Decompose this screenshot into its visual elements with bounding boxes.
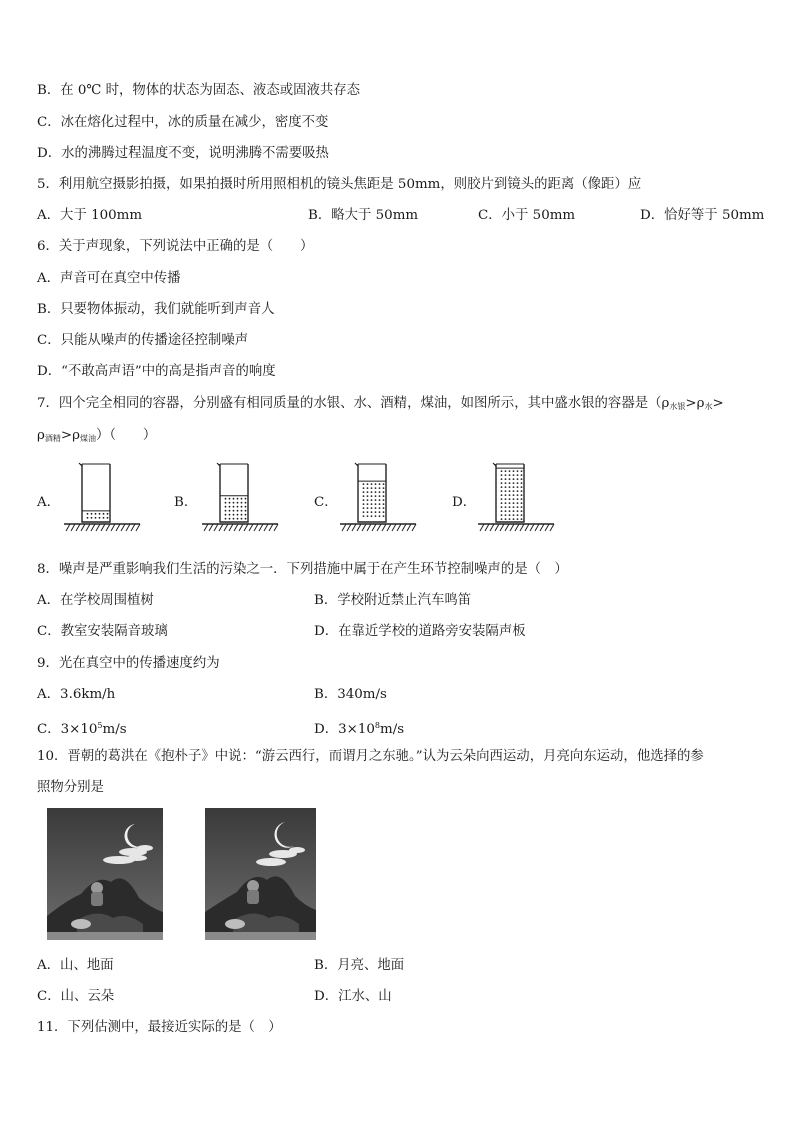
ground-hatch	[347, 524, 351, 531]
ground-hatch	[66, 524, 70, 531]
subscript-water: 水	[704, 402, 713, 411]
ground-hatch	[480, 524, 484, 531]
ground-hatch	[500, 524, 504, 531]
ground-hatch	[510, 524, 514, 531]
ground-hatch	[121, 524, 125, 531]
q9-c-base: C．3×10	[37, 722, 98, 737]
ground-hatch	[204, 524, 208, 531]
q4-option-d: D．水的沸腾过程温度不变，说明沸腾不需要吸热	[37, 146, 329, 161]
ground-hatch	[229, 524, 233, 531]
ground-hatch	[545, 524, 549, 531]
moon-cloud-illustration-2	[205, 808, 316, 940]
q10-option-b: B．月亮、地面	[314, 958, 405, 973]
ground-hatch	[392, 524, 396, 531]
rho-symbol: ρ	[696, 396, 705, 411]
ground-hatch	[254, 524, 258, 531]
q10-option-a: A．山、地面	[37, 958, 114, 973]
ground-hatch	[367, 524, 371, 531]
ground-hatch	[412, 524, 416, 531]
q5-option-b: B．略大于 50mm	[308, 208, 419, 223]
subscript-kerosene: 煤油	[79, 434, 96, 443]
q9-c-unit: m/s	[102, 722, 127, 737]
ground-hatch	[209, 524, 213, 531]
ground-hatch	[91, 524, 95, 531]
q7-stem-line2	[37, 427, 156, 448]
q7-stem-end: ）（ ）	[95, 428, 157, 443]
ground-hatch	[126, 524, 130, 531]
q6-stem: 6．关于声现象，下列说法中正确的是（ ）	[37, 239, 314, 254]
q9-option-a: A．3.6km/h	[37, 687, 116, 702]
ground-hatch	[387, 524, 391, 531]
liquid	[497, 468, 523, 520]
q9-d-exponent: 8	[374, 721, 380, 730]
q8-option-b: B．学校附近禁止汽车鸣笛	[314, 593, 472, 608]
q10-stem-line1: 10．晋朝的葛洪在《抱朴子》中说：“游云西行，而谓月之东驰。”认为云朵向西运动，月亮向东运动，他选择的参	[37, 749, 704, 764]
ground-hatch	[535, 524, 539, 531]
ground-hatch	[259, 524, 263, 531]
ground-hatch	[515, 524, 519, 531]
ground-hatch	[377, 524, 381, 531]
gt-symbol: >	[60, 428, 73, 443]
q5-option-a: A．大于 100mm	[37, 208, 143, 223]
q9-option-c	[37, 717, 127, 739]
ground-hatch	[505, 524, 509, 531]
q8-option-a: A．在学校周围植树	[37, 593, 154, 608]
q11-stem: 11．下列估测中，最接近实际的是（ ）	[37, 1020, 282, 1035]
q9-d-unit: m/s	[380, 722, 405, 737]
ground-hatch	[101, 524, 105, 531]
subscript-mercury: 水银	[669, 402, 686, 411]
rho-symbol: ρ	[661, 396, 670, 411]
q7-stem-text: 7．四个完全相同的容器，分别盛有相同质量的水银、水、酒精，煤油，如图所示，其中盛水银的容器是（	[37, 396, 662, 411]
rho-symbol: ρ	[37, 428, 45, 443]
ground-hatch	[116, 524, 120, 531]
ground-hatch	[362, 524, 366, 531]
liquid	[83, 511, 109, 520]
ground-hatch	[71, 524, 75, 531]
q7-label-b: B．	[174, 495, 198, 510]
ground-hatch	[136, 524, 140, 531]
ground-hatch	[249, 524, 253, 531]
q8-stem: 8．噪声是严重影响我们生活的污染之一．下列措施中属于在产生环节控制噪声的是（ ）	[37, 562, 568, 577]
ground-hatch	[214, 524, 218, 531]
ground-hatch	[274, 524, 278, 531]
moon-cloud-illustration-1	[47, 808, 163, 940]
ground-hatch	[407, 524, 411, 531]
ground-hatch	[244, 524, 248, 531]
ground-hatch	[264, 524, 268, 531]
q7-label-c: C．	[314, 495, 338, 510]
ground-hatch	[402, 524, 406, 531]
gt-symbol: >	[685, 396, 697, 411]
ground-hatch	[357, 524, 361, 531]
beaker-d-icon	[478, 462, 558, 542]
beaker-a-icon	[64, 462, 144, 542]
ground-hatch	[485, 524, 489, 531]
ground-hatch	[76, 524, 80, 531]
q6-option-c: C．只能从噪声的传播途径控制噪声	[37, 333, 249, 348]
q5-option-c: C．小于 50mm	[478, 208, 576, 223]
q4-option-b: B．在 0℃ 时，物体的状态为固态、液态或固液共存态	[37, 83, 361, 98]
ground-hatch	[525, 524, 529, 531]
ground-hatch	[342, 524, 346, 531]
ground-hatch	[269, 524, 273, 531]
q9-option-b: B．340m/s	[314, 687, 387, 702]
ground-hatch	[106, 524, 110, 531]
q6-option-a: A．声音可在真空中传播	[37, 271, 181, 286]
ground-hatch	[239, 524, 243, 531]
ground-hatch	[86, 524, 90, 531]
q10-option-c: C．山、云朵	[37, 989, 115, 1004]
ground-hatch	[382, 524, 386, 531]
ground-hatch	[81, 524, 85, 531]
ground-hatch	[234, 524, 238, 531]
ground-hatch	[131, 524, 135, 531]
ground-hatch	[530, 524, 534, 531]
q9-d-base: D．3×10	[314, 722, 375, 737]
ground-hatch	[540, 524, 544, 531]
ground-hatch	[224, 524, 228, 531]
q7-label-d: D．	[452, 495, 477, 510]
q6-option-b: B．只要物体振动，我们就能听到声音人	[37, 302, 275, 317]
ground-hatch	[550, 524, 554, 531]
ground-hatch	[495, 524, 499, 531]
gt-symbol: >	[712, 396, 724, 411]
q9-stem: 9．光在真空中的传播速度约为	[37, 656, 220, 671]
ground-hatch	[352, 524, 356, 531]
ground-hatch	[111, 524, 115, 531]
q5-option-d: D．恰好等于 50mm	[640, 208, 765, 223]
ground-hatch	[219, 524, 223, 531]
ground-hatch	[96, 524, 100, 531]
q4-option-c: C．冰在熔化过程中，冰的质量在减少，密度不变	[37, 115, 329, 130]
q9-c-exponent: 5	[97, 721, 103, 730]
ground-hatch	[490, 524, 494, 531]
rho-symbol: ρ	[72, 428, 80, 443]
beaker-b-icon	[202, 462, 282, 542]
ground-hatch	[520, 524, 524, 531]
ground-hatch	[372, 524, 376, 531]
q6-option-d: D．“不敢高声语”中的高是指声音的响度	[37, 364, 276, 379]
q7-label-a: A．	[37, 495, 61, 510]
q8-option-d: D．在靠近学校的道路旁安装隔声板	[314, 624, 526, 639]
q5-stem: 5．利用航空摄影拍摄，如果拍摄时所用照相机的镜头焦距是 50mm，则胶片到镜头的距离（像距）应	[37, 177, 642, 192]
q10-option-d: D．江水、山	[314, 989, 392, 1004]
q10-stem-line2: 照物分别是	[37, 780, 104, 795]
subscript-alcohol: 酒精	[44, 434, 61, 443]
q7-stem	[37, 395, 724, 416]
ground-hatch	[397, 524, 401, 531]
q9-option-d	[314, 717, 404, 739]
q8-option-c: C．教室安装隔音玻璃	[37, 624, 168, 639]
beaker-c-icon	[340, 462, 420, 542]
